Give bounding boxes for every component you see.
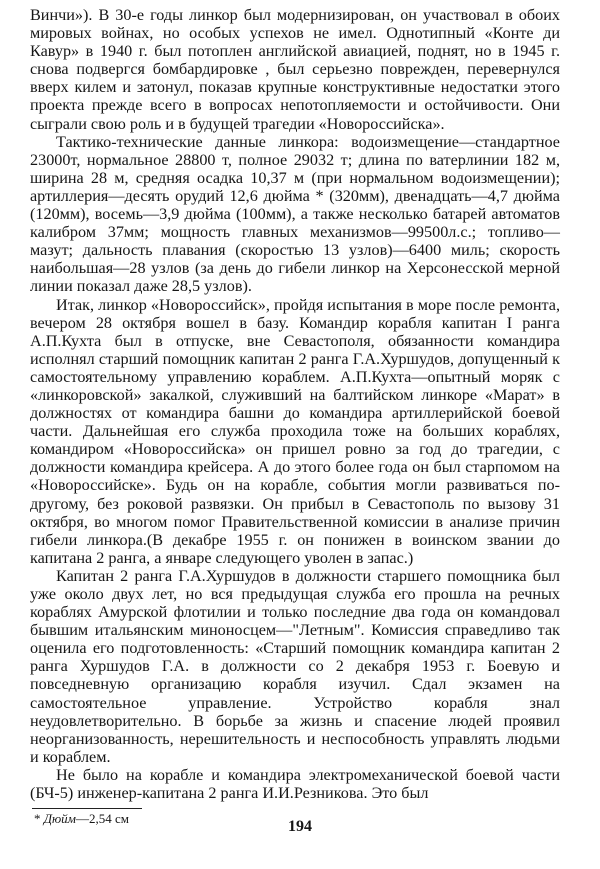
paragraph-3: Итак, линкор «Новороссийск», пройдя испытания в море после ремонта, вечером 28 октября вошел в базу. Командир корабля капитан I ранга А.П.Кухта был в отпуске, вне Севастополя, обязанности командира исполнял старший помощник капитан 2 ранга Г.А.Хуршудов, допущенный к самостоятельному управлению кораблем. А.П.Кухта—опытный моряк с «линкоровской» закалкой, служивший на балтийском линкоре «Марат» в должностях от командира башни до командира артиллерийской боевой части. Дальнейшая его служба проходила тоже на больших кораблях, командиром «Новороссийска» он пришел ровно за год до трагедии, с должности командира крейсера. А до этого более года он был старпомом на «Новороссийске». Будь он на корабле, события могли развиваться по-другому, без роковой развязки. Он прибыл в Севастополь по вызову 31 октября, во многом помог Правительственной комиссии в анализе причин гибели линкора.(В декабре 1955 г. он понижен в воинском звании до капитана 2 ранга, а январе следующего уволен в запас.) <box>30 295 560 567</box>
footnote-definition: —2,54 см <box>75 811 129 827</box>
page-number: 194 <box>288 818 312 835</box>
footnote-marker: * <box>34 811 41 827</box>
page <box>30 6 560 827</box>
footnote-divider <box>32 808 142 809</box>
paragraph-4: Капитан 2 ранга Г.А.Хуршудов в должности старшего помощника был уже около двух лет, но вся предыдущая служба его прошла на речных кораблях Амурской флотилии и только последние два года он командовал бывшим итальянским миноносцем—"Летным". Комиссия справедливо так оценила его подготовленность: «Старший помощник командира капитан 2 ранга Хуршудов Г.А. в должности со 2 декабря 1953 г. Боевую и повседневную организацию корабля изучил. Сдал экзамен на самостоятельное управление. Устройство корабля знал неудовлетворительно. В борьбе за жизнь и спасение людей проявил неорганизованность, нерешительность и неспособность управлять людьми и кораблем. <box>30 566 560 766</box>
paragraph-1: Винчи»). В 30-е годы линкор был модернизирован, он участвовал в обоих мировых войнах, но особых успехов не имел. Однотипный «Конте ди Кавур» в 1940 г. был потоплен английской авиацией, поднят, но в 1945 г. снова подвергся бомбардировке , был серьезно поврежден, перевернулся вверх килем и затонул, показав крупные конструктивные недостатки этого проекта прежде всего в вопросах непотопляемости и остойчивости. Они сыграли свою роль и в будущей трагедии «Новороссийска». <box>30 6 560 133</box>
paragraph-5: Не было на корабле и командира электромеханической боевой части (БЧ-5) инженер-капитана 2 ранга И.И.Резникова. Это был <box>30 765 560 803</box>
paragraph-2: Тактико-технические данные линкора: водоизмещение—стандартное 23000т, нормальное 28800 т, полное 29032 т; длина по ватерлинии 182 м, ширина 28 м, средняя осадка 10,37 м (при нормальном водоизмещении); артиллерия—десять орудий 12,6 дюйма * (320мм), двенадцать—4,7 дюйма (120мм), восемь—3,9 дюйма (100мм), а также несколько батарей автоматов калибром 37мм; мощность главных механизмов—99500л.с.; топливо—мазут; дальность плавания (скоростью 13 узлов)—6400 миль; скорость наибольшая—28 узлов (за день до гибели линкор на Херсонесской мерной линии показал даже 28,5 узлов). <box>30 132 560 296</box>
body-text <box>30 6 560 802</box>
footnote-term: Дюйм <box>43 811 76 827</box>
